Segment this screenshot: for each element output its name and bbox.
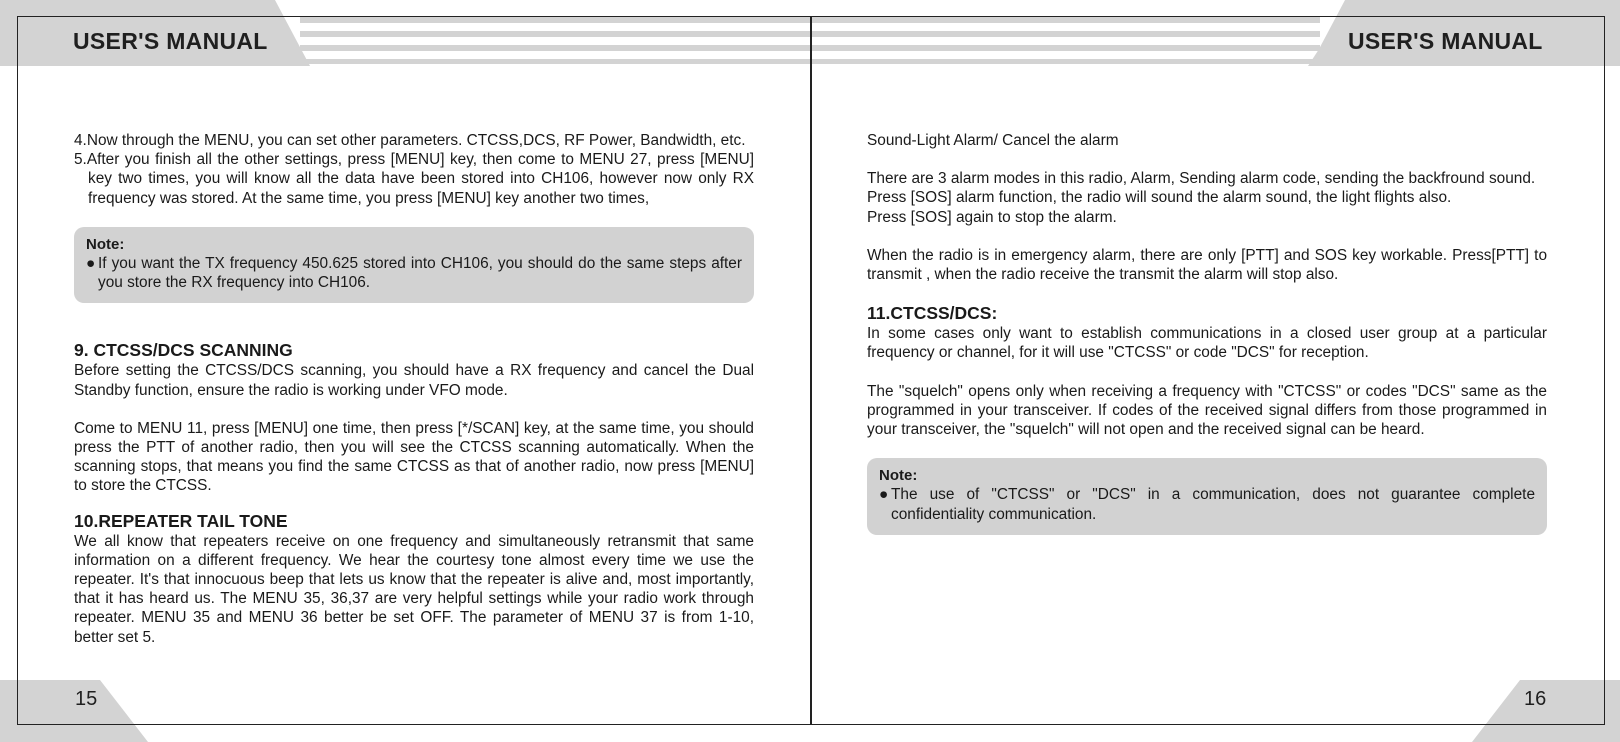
note-text: The use of "CTCSS" or "DCS" in a communication, does not guarantee complete confidentiality communication. [891, 486, 1535, 523]
section-10-heading: 10.REPEATER TAIL TONE [74, 510, 288, 531]
note-bullet-item [879, 485, 1535, 523]
section-9-heading: 9. CTCSS/DCS SCANNING [74, 340, 293, 361]
right-header-title: USER'S MANUAL [1348, 28, 1543, 54]
left-note-box [74, 227, 754, 304]
left-column [74, 131, 754, 647]
alarm-para-1b: Press [SOS] alarm function, the radio will sound the alarm sound, the light flights also. [867, 189, 1452, 207]
left-page-number: 15 [75, 688, 98, 710]
step-5: 5.After you finish all the other settings, press [MENU] key, then come to MENU 27, press [MENU] key two times, you will know all the data have been stored into CH106, however now only RX frequency was stored. At the same time, you press [MENU] key another two times, [74, 151, 754, 207]
right-column [867, 131, 1547, 535]
bullet-icon: ● [86, 255, 96, 273]
right-note-box [867, 458, 1547, 535]
page-divider [810, 16, 812, 725]
left-header-title: USER'S MANUAL [73, 28, 268, 54]
note-title: Note: [86, 235, 125, 253]
alarm-title: Sound-Light Alarm/ Cancel the alarm [867, 132, 1119, 149]
note-bullet-item [86, 254, 742, 292]
alarm-para-1c: Press [SOS] again to stop the alarm. [867, 208, 1117, 226]
section-9-para-2: Come to MENU 11, press [MENU] one time, then press [*/SCAN] key, at the same time, you should press the PTT of another radio, then you will see the CTCSS scanning automatically. When the scanning stops, that means you find the same CTCSS as that of another radio, now press [MENU] to store the CTCSS. [74, 419, 754, 495]
step-4: 4.Now through the MENU, you can set other parameters. CTCSS,DCS, RF Power, Bandwidth, etc. [74, 132, 746, 149]
note-title: Note: [879, 467, 918, 485]
section-10-para-1: We all know that repeaters receive on one frequency and simultaneously retransmit that same information on a different frequency. We hear the courtesy tone almost every time we use the repeater. It's that innocuous beep that lets us know that the repeater is alive and, most importantly, that it has heard us. The MENU 35, 36,37 are very helpful settings while your radio work through repeater. MENU 35 and MENU 36 better be set OFF. The parameter of MENU 37 is from 1-10, better set 5. [74, 532, 754, 646]
section-11-para-2: The "squelch" opens only when receiving a frequency with "CTCSS" or codes "DCS" same as the programmed in your transceiver. If codes of the received signal differs from those programmed in your transceiver, the "squelch" will not open and the received signal can be heard. [867, 382, 1547, 439]
alarm-para-1a: There are 3 alarm modes in this radio, Alarm, Sending alarm code, sending the backfround sound. [867, 170, 1536, 188]
right-page-number: 16 [1524, 688, 1547, 710]
section-11-heading: 11.CTCSS/DCS: [867, 303, 998, 324]
section-9-para-1: Before setting the CTCSS/DCS scanning, you should have a RX frequency and cancel the Dual Standby function, ensure the radio is working under VFO mode. [74, 362, 754, 399]
note-text: If you want the TX frequency 450.625 stored into CH106, you should do the same steps after you store the RX frequency into CH106. [98, 255, 742, 292]
bullet-icon: ● [879, 486, 889, 504]
section-11-para-1: In some cases only want to establish communications in a closed user group at a particular frequency or channel, for it will use "CTCSS" or code "DCS" for reception. [867, 325, 1547, 362]
alarm-para-2: When the radio is in emergency alarm, there are only [PTT] and SOS key workable. Press[PTT] to transmit , when the radio receive the transmit the alarm will stop also. [867, 246, 1547, 284]
